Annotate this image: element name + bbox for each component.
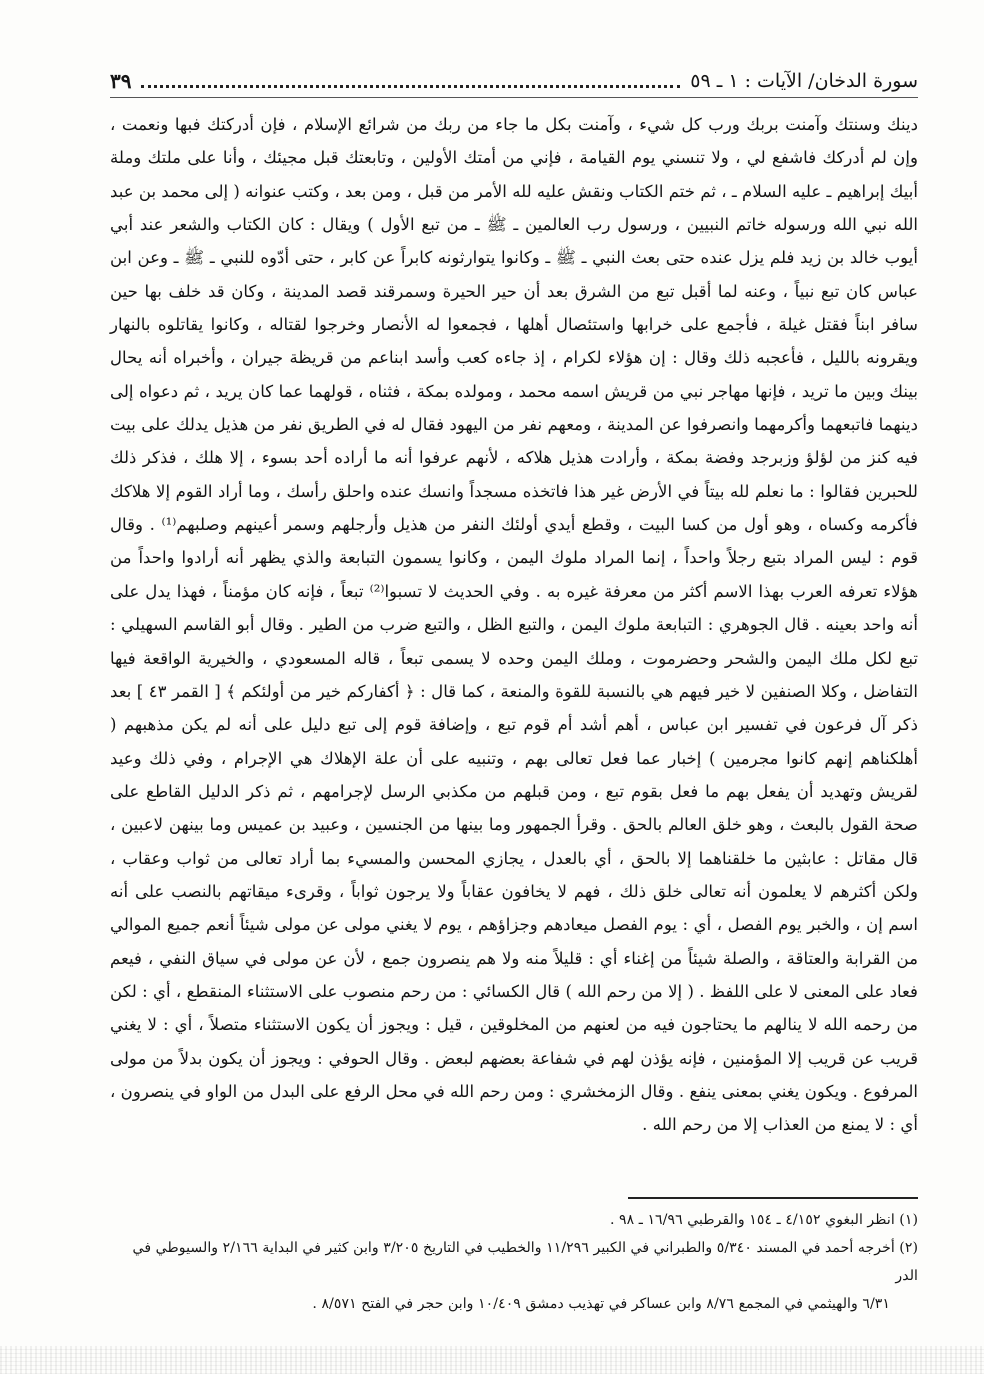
footnote-2: (٢) أخرجه أحمد في المسند ٥/٣٤٠ والطبراني في الكبير ١١/٢٩٦ والخطيب في التاريخ ٣/٢٠٥ وابن كثير في البداية ٢/١٦٦ والسيوطي في الدر <box>132 1240 918 1284</box>
running-header <box>110 66 918 96</box>
page-number: ٣٩ <box>110 69 132 93</box>
body-paragraph: دينك وسنتك وآمنت بربك ورب كل شيء ، وآمنت بكل ما جاء من ربك من شرائع الإسلام ، فإن أدركتك فبها ونعمت ، وإن لم أدركك فاشفع لي ، ولا تنسني يوم القيامة ، فإني من أمتك الأولين ، وتابعتك قبل مجيئك ، وأنا على ملتك وملة أبيك إبراهيم ـ عليه السلام ـ ، ثم ختم الكتاب ونقش عليه لله الأمر من قبل ، ومن بعد ، وكتب عنوانه ( إلى محمد بن عبد الله نبي الله ورسوله خاتم النبيين ، ورسول رب العالمين ـ ﷺ ـ من تبع الأول ) ويقال : كان الكتاب والشعر عند أبي أيوب خالد بن زيد فلم يزل عنده حتى بعث النبي ـ ﷺ ـ وكانوا يتوارثونه كابراً عن كابر ، حتى أدّوه للنبي ـ ﷺ ـ وعن ابن عباس كان تبع نبياً ، وعنه لما أقبل تبع من الشرق بعد أن حير الحيرة وسمرقند قصد المدينة ، وكان قد خلف بها حين سافر ابناً فقتل غيلة ، فأجمع على خرابها واستئصال أهلها ، فجمعوا له الأنصار وخرجوا لقتاله ، وكانوا يقاتلوه بالنهار ويقرونه بالليل ، فأعجبه ذلك وقال : إن هؤلاء لكرام ، إذ جاءه كعب وأسد ابناعم من قريظة جيران ، وأخبراه أنه يحال بينك وبين ما تريد ، فإنها مهاجر نبي من قريش اسمه محمد ، ومولده بمكة ، فثناه ، قولهما عما كان يريد ، ثم دعواه إلى دينهما فاتبعهما وأكرمهما وانصرفوا عن المدينة ، ومعهم نفر من اليهود فقال له في الطريق نفر من هذيل يدلك على بيت فيه كنز من لؤلؤ وزبرجد وفضة بمكة ، وأرادت هذيل هلاكه ، لأنهم عرفوا أنه ما أراده أحد بسوء ، إلا هلك ، فذكر ذلك للحبرين فقالوا : ما نعلم لله بيتاً في الأرض غير هذا فاتخذه مسجداً وانسك عنده واحلق رأسك ، وما أراد القوم إلا هلاكك فأكرمه وكساه ، وهو أول من كسا البيت ، وقطع أيدي أولئك النفر من هذيل وأرجلهم وسمر أعينهم وصلبهم⁽¹⁾ . وقال قوم : ليس المراد بتبع رجلاً واحداً ، إنما المراد ملوك اليمن ، وكانوا يسمون التبابعة والذي يظهر أنه أرادوا واحداً من هؤلاء تعرفه العرب بهذا الاسم أكثر من معرفة غيره به . وفي الحديث لا تسبوا⁽²⁾ تبعاً ، فإنه كان مؤمناً ، فهذا يدل على أنه واحد بعينه . قال الجوهري : التبابعة ملوك اليمن ، والتبع الظل ، والتبع ضرب من الطير . وقال أبو القاسم السهيلي : تبع لكل ملك اليمن والشحر وحضرموت ، وملك اليمن وحده لا يسمى تبعاً ، قاله المسعودي ، والخيرية الواقعة فيها التفاضل ، وكلا الصنفين لا خير فيهم هي بالنسبة للقوة والمنعة ، كما قال : ﴿ أكفاركم خير من أولئكم ﴾ [ القمر ٤٣ ] بعد ذكر آل فرعون في تفسير ابن عباس ، أهم أشد أم قوم تبع ، وإضافة قوم إلى تبع دليل على أنه لم يكن مذهبهم ( أهلكناهم إنهم كانوا مجرمين ) إخبار عما فعل تعالى بهم ، وتنبيه على أن علة الإهلاك هي الإجرام ، وفي ذلك وعيد لقريش وتهديد أن يفعل بهم ما فعل بقوم تبع ، ومن قبلهم من مكذبي الرسل لإجرامهم ، ثم ذكر الدليل القاطع على صحة القول بالبعث ، وهو خلق العالم بالحق . وقرأ الجمهور وما بينها من الجنسين ، وعبيد بن عميس وما بينهن لاعبين ، قال مقاتل : عابثين ما خلقناهما إلا بالحق ، أي بالعدل ، يجازي المحسن والمسيء بما أراد تعالى من ثواب وعقاب ، ولكن أكثرهم لا يعلمون أنه تعالى خلق ذلك ، فهم لا يخافون عقاباً ولا يرجون ثواباً ، وقرىء ميقاتهم بالنصب على أنه اسم إن ، والخبر يوم الفصل ، أي : يوم الفصل ميعادهم وجزاؤهم ، يوم لا يغني مولى عن مولى شيئاً أنعم جميع الموالي من القرابة والعتاقة ، والصلة شيئاً من إغناء أي : قليلاً منه ولا هم ينصرون جمع ، لأن عن مولى في سياق النفي ، فيعم فعاد على المعنى لا على اللفظ . ( إلا من رحم الله ) قال الكسائي : من رحم منصوب على الاستثناء المنقطع ، أي : لكن من رحمه الله لا ينالهم ما يحتاجون فيه من لعنهم من المخلوقين ، قيل : ويجوز أن يكون الاستثناء متصلاً ، أي : لا يغني قريب عن قريب إلا المؤمنين ، فإنه يؤذن لهم في شفاعة بعضهم لبعض . وقال الحوفي : ويجوز أن يكون بدلاً من مولى المرفوع . ويكون يغني بمعنى ينفع . وقال الزمخشري : ومن رحم الله في محل الرفع على البدل من الواو في ينصرون ، أي : لا يمنع من العذاب إلا من رحم الله . <box>110 115 918 1135</box>
dotted-leader <box>141 83 680 88</box>
footnotes <box>110 1206 918 1318</box>
footnote-2-continuation: ٦/٣١ والهيثمي في المجمع ٨/٧٦ وابن عساكر في تهذيب دمشق ١٠/٤٠٩ وابن حجر في الفتح ٨/٥٧١ . <box>312 1296 890 1312</box>
surah-title: سورة الدخان/ الآيات : ١ ـ ٥٩ <box>690 70 918 92</box>
main-text <box>110 108 918 1142</box>
footnote-divider <box>628 1197 918 1199</box>
header-divider <box>110 97 918 98</box>
footnote-1: (١) انظر البغوي ٤/١٥٢ ـ ١٥٤ والقرطبي ١٦/٩٦ ـ ٩٨ . <box>609 1212 918 1228</box>
scan-edge-noise <box>0 1346 984 1374</box>
